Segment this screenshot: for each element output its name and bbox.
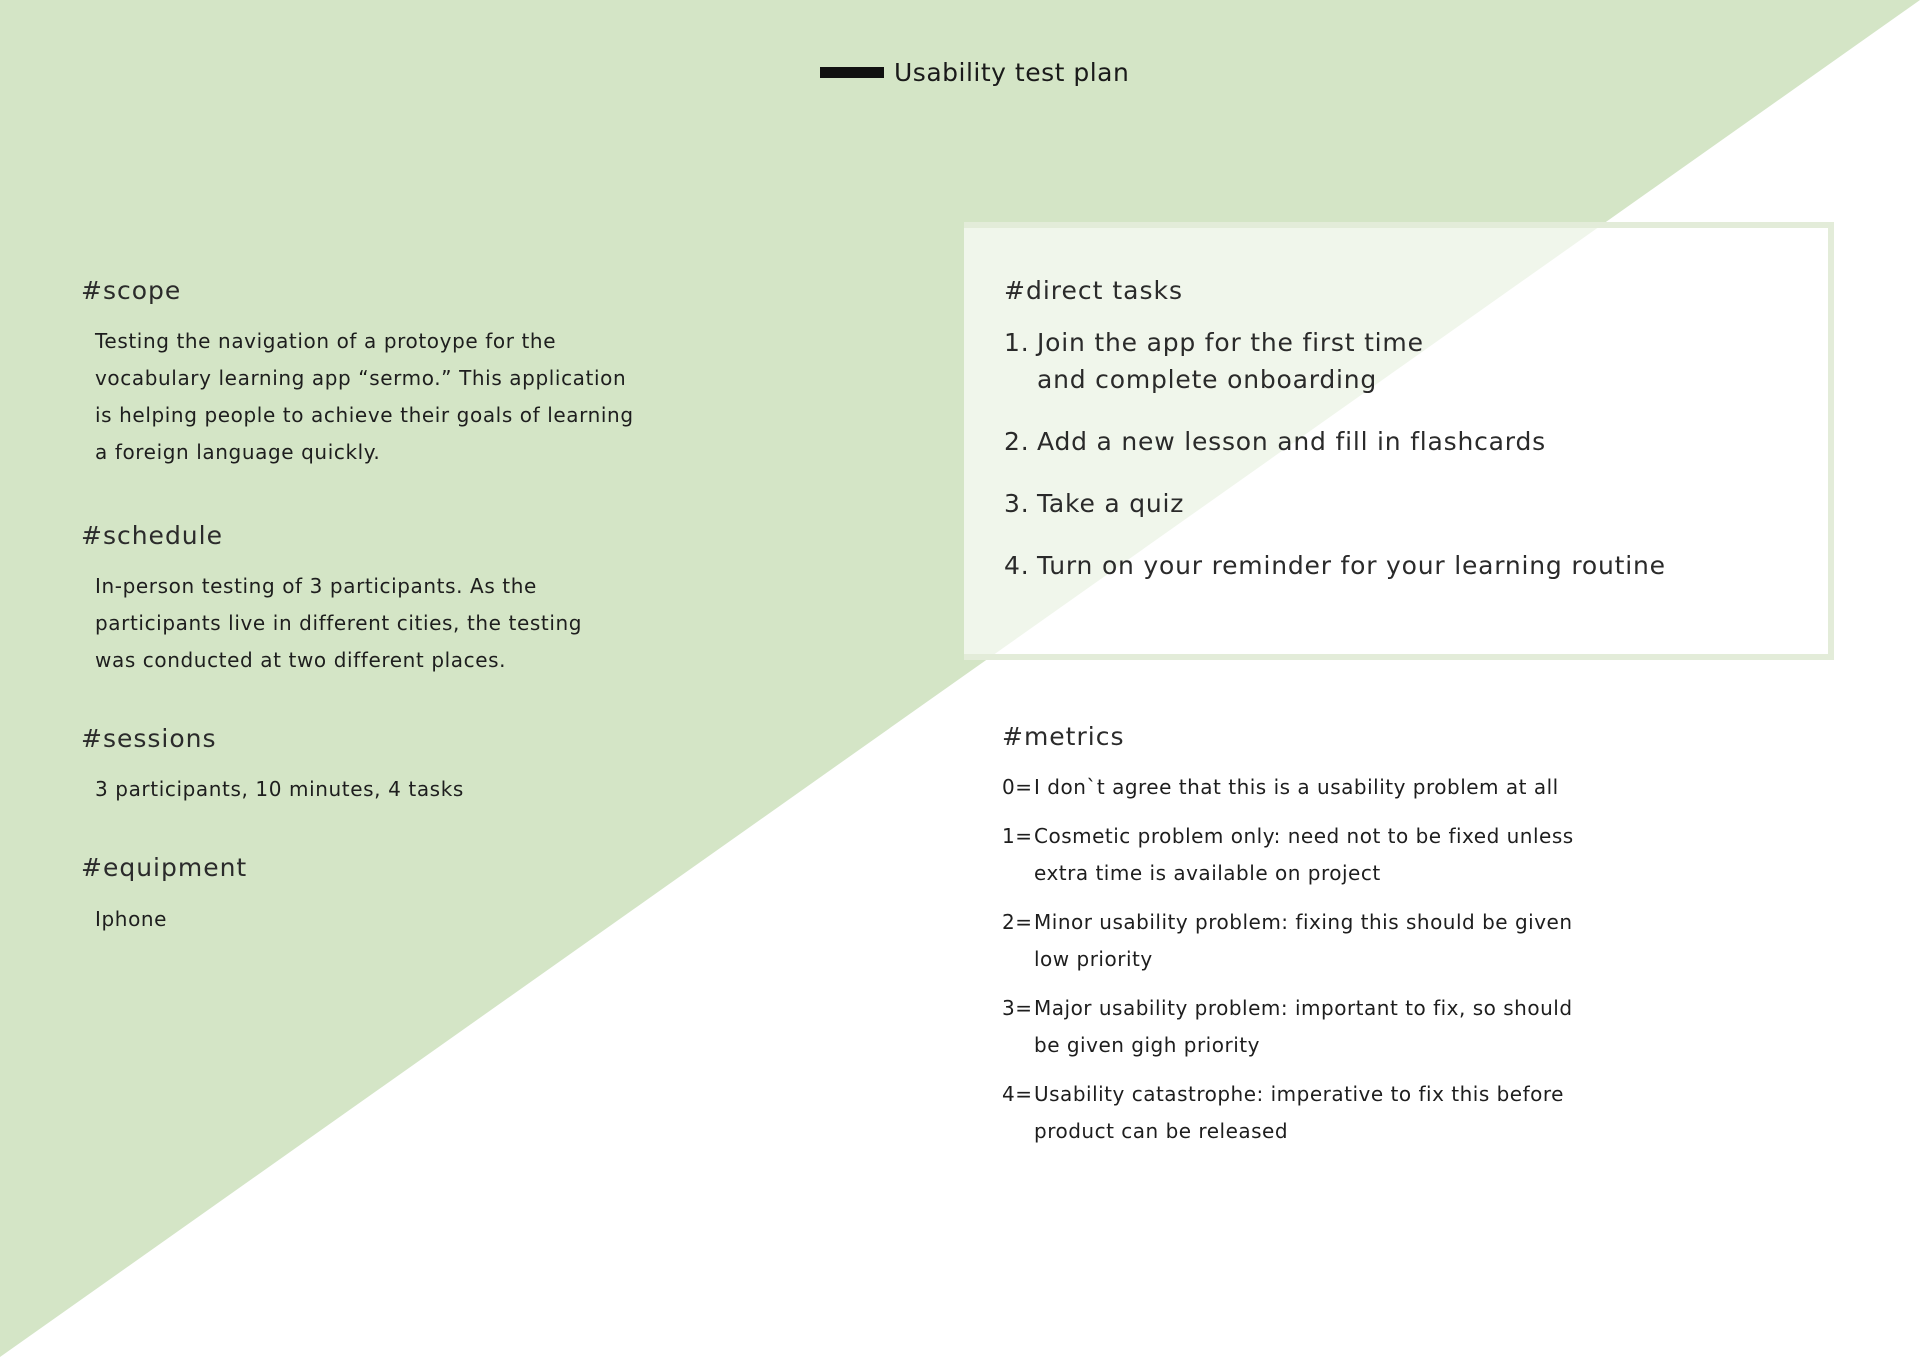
metric-level: 2= [1002,910,1033,934]
task-text: Join the app for the first time and complete onboarding [1037,328,1424,394]
metric-description: Major usability problem: important to fix, so should be given gigh priority [1034,996,1573,1057]
task-text: Add a new lesson and fill in flashcards [1037,427,1546,456]
header-accent-bar [820,67,884,78]
metric-description: I don`t agree that this is a usability problem at all [1034,775,1559,799]
page-header [820,58,1129,87]
task-number: 4. [1004,551,1030,580]
metric-item [1002,818,1574,892]
sessions-heading: #sessions [81,724,217,753]
metric-item [1002,1076,1574,1150]
schedule-text: In-person testing of 3 participants. As the participants live in different cities, the testing was conducted at two different places. [95,574,583,672]
task-text: Take a quiz [1037,489,1185,518]
task-text: Turn on your reminder for your learning routine [1037,551,1666,580]
scope-text: Testing the navigation of a protoype for the vocabulary learning app “sermo.” This application is helping people to achieve their goals of learning a foreign language quickly. [95,329,634,464]
sessions-text: 3 participants, 10 minutes, 4 tasks [95,777,464,801]
metric-level: 1= [1002,824,1033,848]
metric-description: Cosmetic problem only: need not to be fixed unless extra time is available on project [1034,824,1574,885]
metric-item [1002,769,1574,806]
task-number: 1. [1004,328,1030,357]
metric-level: 4= [1002,1082,1033,1106]
metric-item [1002,904,1574,978]
task-item [1004,547,1666,584]
schedule-heading: #schedule [81,521,223,550]
task-item [1004,485,1666,522]
metrics-list [1002,769,1574,1162]
metric-description: Usability catastrophe: imperative to fix this before product can be released [1034,1082,1564,1143]
equipment-text: Iphone [95,907,168,931]
metric-level: 0= [1002,775,1033,799]
direct-tasks-list [1004,324,1666,609]
task-number: 3. [1004,489,1030,518]
metrics-heading: #metrics [1002,722,1125,751]
metric-description: Minor usability problem: fixing this should be given low priority [1034,910,1573,971]
equipment-heading: #equipment [81,853,248,882]
task-number: 2. [1004,427,1030,456]
task-item [1004,423,1666,460]
direct-tasks-heading: #direct tasks [1004,276,1184,305]
page-title: Usability test plan [894,58,1130,87]
metric-level: 3= [1002,996,1033,1020]
scope-heading: #scope [81,276,182,305]
metric-item [1002,990,1574,1064]
task-item [1004,324,1666,398]
